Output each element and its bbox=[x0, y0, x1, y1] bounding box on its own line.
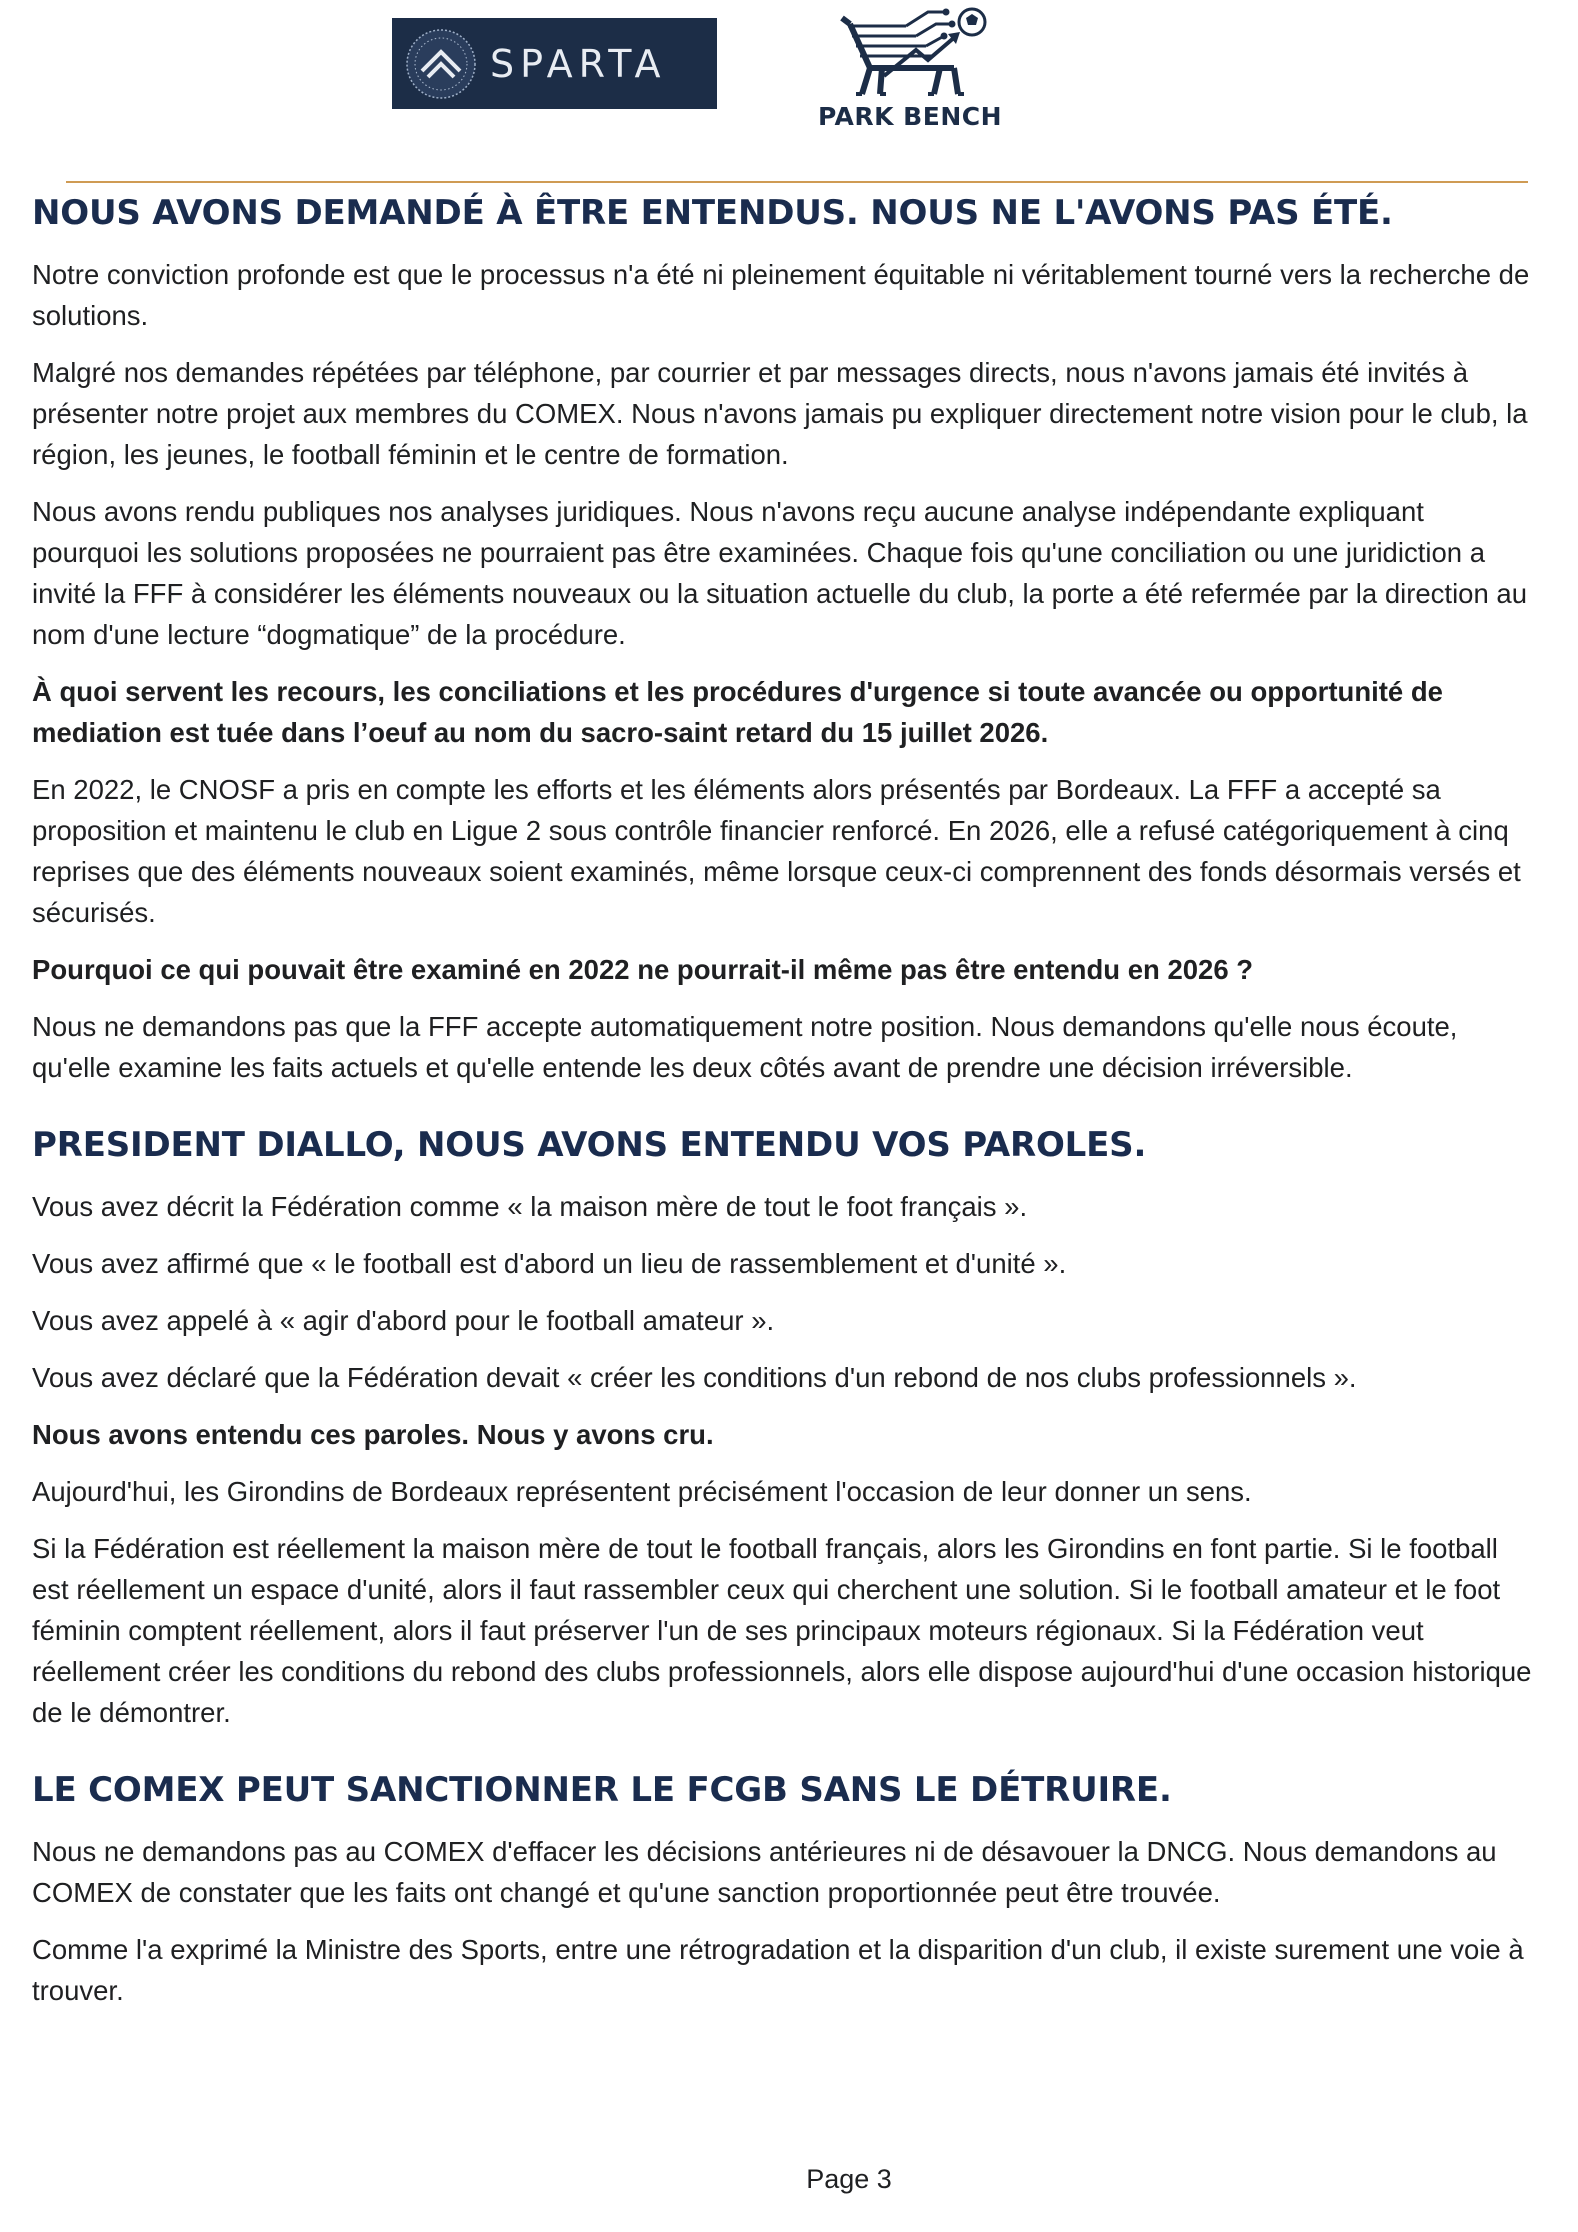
paragraph: Si la Fédération est réellement la maison mère de tout le football français, alors les Girondins en font partie. Si le football est réellement un espace d'unité, alors il faut rassembler ceux qui cherchent une solution. Si le football amateur et le foot féminin comptent réellement, alors il faut préserver l'un de ses principaux moteurs régionaux. Si la Fédération veut réellement créer les conditions du rebond des clubs professionnels, alors elle dispose aujourd'hui d'une occasion historique de le démontrer. bbox=[32, 1533, 1532, 1728]
sparta-logo bbox=[392, 18, 717, 109]
park-bench-icon bbox=[836, 6, 996, 98]
paragraph: Vous avez appelé à « agir d'abord pour le football amateur ». bbox=[32, 1305, 775, 1336]
paragraph: Malgré nos demandes répétées par téléphone, par courrier et par messages directs, nous n'avons jamais été invités à présenter notre projet aux membres du COMEX. Nous n'avons jamais pu expliquer directement notre vision pour le club, la région, les jeunes, le football féminin et le centre de formation. bbox=[32, 357, 1528, 470]
section-heading: NOUS AVONS DEMANDÉ À ÊTRE ENTENDUS. NOUS NE L'AVONS PAS ÉTÉ. bbox=[32, 193, 1393, 233]
page-number: Page 3 bbox=[806, 2164, 892, 2194]
sparta-logo-text: SPARTA bbox=[490, 41, 667, 86]
section-heading: PRESIDENT DIALLO, NOUS AVONS ENTENDU VOS PAROLES. bbox=[32, 1125, 1147, 1165]
paragraph: Nous avons rendu publiques nos analyses juridiques. Nous n'avons reçu aucune analyse indépendante expliquant pourquoi les solutions proposées ne pourraient pas être examinées. Chaque fois qu'une conciliation ou une juridiction a invité la FFF à considérer les éléments nouveaux ou la situation actuelle du club, la porte a été refermée par la direction au nom d'une lecture “dogmatique” de la procédure. bbox=[32, 496, 1527, 650]
paragraph: Nous ne demandons pas au COMEX d'effacer les décisions antérieures ni de désavouer la DNCG. Nous demandons au COMEX de constater que les faits ont changé et qu'une sanction proportionnée peut être trouvée. bbox=[32, 1836, 1497, 1908]
paragraph: Nous ne demandons pas que la FFF accepte automatiquement notre position. Nous demandons qu'elle nous écoute, qu'elle examine les faits actuels et qu'elle entende les deux côtés avant de prendre une décision irréversible. bbox=[32, 1011, 1458, 1083]
paragraph: Vous avez déclaré que la Fédération devait « créer les conditions d'un rebond de nos clubs professionnels ». bbox=[32, 1362, 1357, 1393]
bold-paragraph: Nous avons entendu ces paroles. Nous y avons cru. bbox=[32, 1419, 714, 1450]
bold-question: Pourquoi ce qui pouvait être examiné en 2022 ne pourrait-il même pas être entendu en 2026 ? bbox=[32, 954, 1254, 985]
main-content bbox=[32, 186, 1532, 2027]
sparta-emblem-icon bbox=[398, 21, 484, 107]
header-divider bbox=[66, 181, 1528, 183]
bold-paragraph: À quoi servent les recours, les conciliations et les procédures d'urgence si toute avancée ou opportunité de mediation est tuée dans l’oeuf au nom du sacro-saint retard du 15 juillet 2026. bbox=[32, 676, 1443, 748]
paragraph: Comme l'a exprimé la Ministre des Sports, entre une rétrogradation et la disparition d'un club, il existe surement une voie à trouver. bbox=[32, 1934, 1524, 2006]
paragraph: Notre conviction profonde est que le processus n'a été ni pleinement équitable ni véritablement tourné vers la recherche de solutions. bbox=[32, 259, 1530, 331]
paragraph: Vous avez décrit la Fédération comme « la maison mère de tout le foot français ». bbox=[32, 1191, 1028, 1222]
paragraph: Aujourd'hui, les Girondins de Bordeaux représentent précisément l'occasion de leur donner un sens. bbox=[32, 1476, 1252, 1507]
park-bench-logo bbox=[800, 6, 1020, 134]
paragraph: Vous avez affirmé que « le football est d'abord un lieu de rassemblement et d'unité ». bbox=[32, 1248, 1067, 1279]
section-heading: LE COMEX PEUT SANCTIONNER LE FCGB SANS LE DÉTRUIRE. bbox=[32, 1770, 1172, 1810]
paragraph: En 2022, le CNOSF a pris en compte les efforts et les éléments alors présentés par Bordeaux. La FFF a accepté sa proposition et maintenu le club en Ligue 2 sous contrôle financier renforcé. En 2026, elle a refusé catégoriquement à cinq reprises que des éléments nouveaux soient examinés, même lorsque ceux-ci comprennent des fonds désormais versés et sécurisés. bbox=[32, 774, 1521, 928]
page-footer bbox=[0, 2164, 1578, 2195]
park-bench-logo-text: PARK BENCH bbox=[817, 102, 1003, 131]
